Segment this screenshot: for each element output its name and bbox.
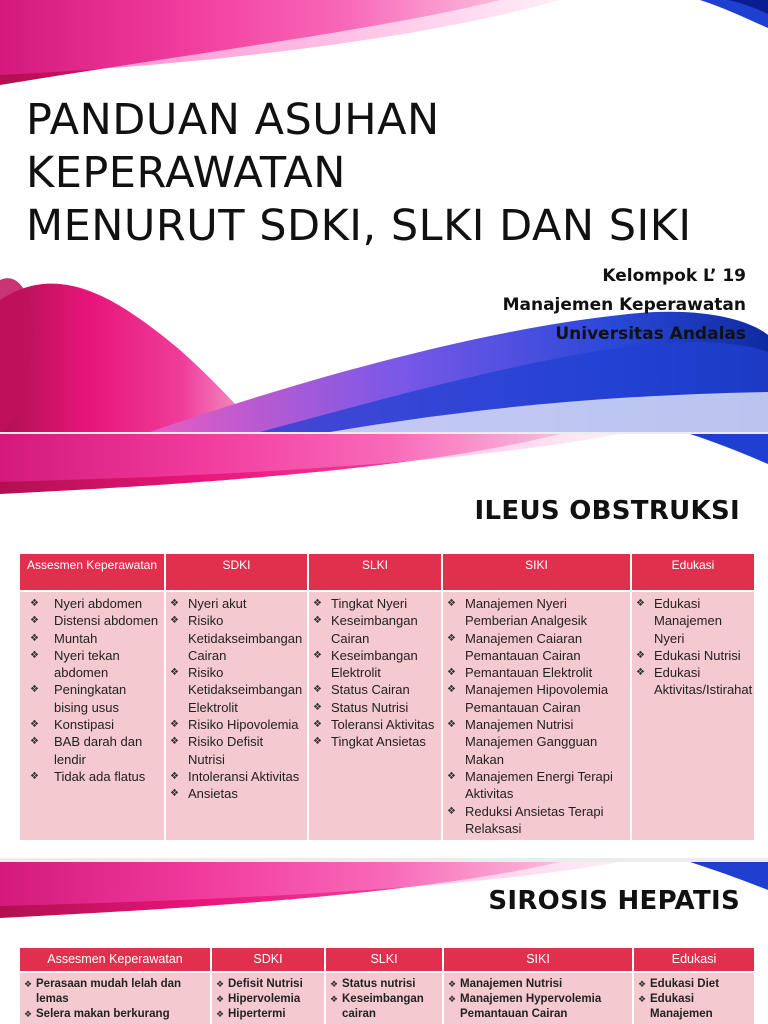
assessment-cell — [19, 972, 211, 1024]
subtitle-line: Manajemen Keperawatan — [502, 295, 746, 315]
subtitle-line: Universitas Andalas — [555, 324, 746, 344]
assessment-cell — [19, 591, 165, 841]
column-header: SDKI — [211, 947, 325, 972]
subtitle-line: Kelompok L’ 19 — [602, 266, 746, 286]
list-item: ❖ Tingkat Nyeri — [313, 595, 437, 612]
column-header: SLKI — [308, 553, 442, 591]
slide-heading: ILEUS OBSTRUKSI — [474, 496, 740, 526]
list-item: ❖ Nyeri tekan abdomen — [24, 647, 160, 682]
list-item: ❖ Nyeri abdomen — [24, 595, 160, 612]
list-item: ❖ Perasaan mudah lelah dan lemas — [24, 977, 206, 1007]
care-plan-table — [18, 946, 756, 1024]
list-item: ❖ Edukasi Manajemen Nyeri — [636, 595, 750, 647]
list-item: ❖ Risiko Ketidakseimbangan Elektrolit — [170, 664, 303, 716]
edukasi-cell — [631, 591, 755, 841]
list-item: ❖ Edukasi Nutrisi — [636, 647, 750, 664]
list-item: ❖ Manajemen Nutrisi Manajemen Gangguan Makan — [447, 716, 626, 768]
care-plan-table — [18, 552, 756, 842]
column-header: SIKI — [442, 553, 631, 591]
sdki-cell — [211, 972, 325, 1024]
ileus-obstruksi-slide — [0, 434, 768, 858]
list-item: ❖ Manajemen Caiaran Pemantauan Cairan — [447, 630, 626, 665]
list-item: ❖ Distensi abdomen — [24, 612, 160, 629]
list-item: ❖ Keseimbangan cairan — [330, 992, 438, 1022]
list-item: ❖ Konstipasi — [24, 716, 160, 733]
list-item: ❖ BAB darah dan lendir — [24, 733, 160, 768]
title-slide — [0, 0, 768, 432]
list-item: ❖ Risiko Defisit Nutrisi — [170, 733, 303, 768]
list-item: ❖ Status Nutrisi — [313, 699, 437, 716]
table-header-row — [19, 553, 755, 591]
table-row — [19, 972, 755, 1024]
list-item: ❖ Edukasi Manajemen — [638, 992, 750, 1022]
column-header: Edukasi — [631, 553, 755, 591]
slki-cell — [308, 591, 442, 841]
column-header: SDKI — [165, 553, 308, 591]
list-item: ❖ Manajemen Energi Terapi Aktivitas — [447, 768, 626, 803]
list-item: ❖ Keseimbangan Cairan — [313, 612, 437, 647]
list-item: ❖ Selera makan berkurang — [24, 1007, 206, 1022]
list-item: ❖ Reduksi Ansietas Terapi Relaksasi — [447, 803, 626, 838]
list-item: ❖ Manajemen Nutrisi — [448, 977, 628, 992]
sdki-cell — [165, 591, 308, 841]
table-row — [19, 591, 755, 841]
list-item: ❖ Manajemen Nyeri Pemberian Analgesik — [447, 595, 626, 630]
list-item: ❖ Pemantauan Elektrolit — [447, 664, 626, 681]
title-line: MENURUT SDKI, SLKI DAN SIKI — [26, 201, 692, 251]
list-item: ❖ Hipervolemia — [216, 992, 320, 1007]
list-item: ❖ Edukasi Diet — [638, 977, 750, 992]
list-item: ❖ Tingkat Ansietas — [313, 733, 437, 750]
list-item: ❖ Intoleransi Aktivitas — [170, 768, 303, 785]
list-item: ❖ Status nutrisi — [330, 977, 438, 992]
siki-cell — [443, 972, 633, 1024]
column-header: SIKI — [443, 947, 633, 972]
presentation-title — [26, 94, 692, 253]
list-item: ❖ Manajemen Hypervolemia Pemantauan Cairan — [448, 992, 628, 1022]
column-header: Assesmen Keperawatan — [19, 553, 165, 591]
slki-cell — [325, 972, 443, 1024]
list-item: ❖ Muntah — [24, 630, 160, 647]
list-item: ❖ Peningkatan bising usus — [24, 681, 160, 716]
title-line: PANDUAN ASUHAN — [26, 95, 440, 145]
sirosis-hepatis-slide — [0, 862, 768, 1024]
presentation-subtitle — [503, 262, 746, 349]
table-header-row — [19, 947, 755, 972]
list-item: ❖ Tidak ada flatus — [24, 768, 160, 785]
title-line: KEPERAWATAN — [26, 148, 346, 198]
list-item: ❖ Manajemen Hipovolemia Pemantauan Cairan — [447, 681, 626, 716]
list-item: ❖ Defisit Nutrisi — [216, 977, 320, 992]
list-item: ❖ Toleransi Aktivitas — [313, 716, 437, 733]
list-item: ❖ Risiko Hipovolemia — [170, 716, 303, 733]
slide-heading: SIROSIS HEPATIS — [488, 886, 740, 916]
column-header: Assesmen Keperawatan — [19, 947, 211, 972]
list-item: ❖ Keseimbangan Elektrolit — [313, 647, 437, 682]
list-item: ❖ Nyeri akut — [170, 595, 303, 612]
list-item: ❖ Edukasi Aktivitas/Istirahat — [636, 664, 750, 699]
list-item: ❖ Hipertermi — [216, 1007, 320, 1022]
list-item: ❖ Ansietas — [170, 785, 303, 802]
edukasi-cell — [633, 972, 755, 1024]
list-item: ❖ Status Cairan — [313, 681, 437, 698]
list-item: ❖ Risiko Ketidakseimbangan Cairan — [170, 612, 303, 664]
column-header: SLKI — [325, 947, 443, 972]
column-header: Edukasi — [633, 947, 755, 972]
siki-cell — [442, 591, 631, 841]
